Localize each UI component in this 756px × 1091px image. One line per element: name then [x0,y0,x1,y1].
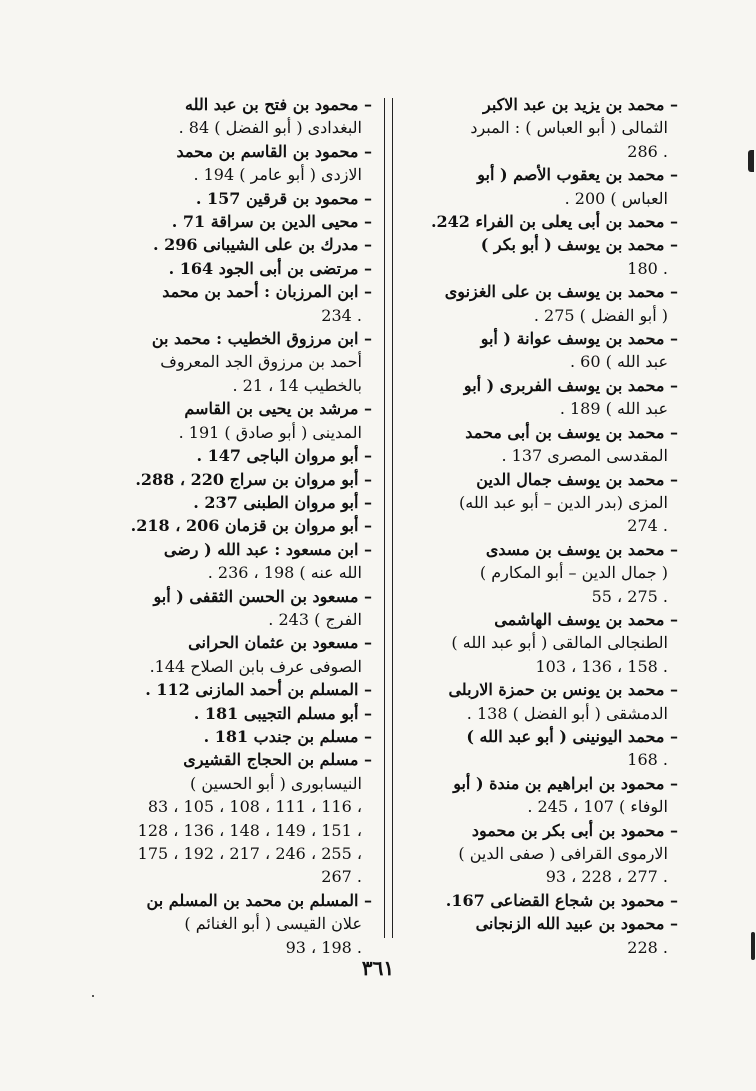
entry-heading-line: – أبو مروان بن سراج 220 ، 288. [135,469,372,489]
entry-continuation-line: . 198 ، 93 [285,937,362,957]
entry-heading-line: – المسلم بن أحمد المازنى 112 . [145,680,372,700]
entry-continuation-line: الوفاء ) 107 ، 245 . [527,797,668,817]
entry-continuation-line: المدينى ( أبو صادق ) 191 . [178,422,362,442]
index-entry [94,585,372,632]
index-entry [94,187,372,210]
entry-continuation-line: الثمالى ( أبو العباس ) : المبرد [470,118,668,138]
entry-continuation-line: ، 255 ، 246 ، 217 ، 192 ، 175 [137,844,362,863]
entry-continuation-line: . 234 [321,305,362,325]
entry-continuation-line: الفرج ) 243 . [268,609,362,629]
entry-heading-line: – أبو مسلم التجيبى 181 . [193,703,372,723]
entry-continuation-line: . 277 ، 228 ، 93 [545,867,668,887]
entry-continuation-line: عبد الله ) 189 . [559,399,668,419]
entry-heading-line: – مرتضى بن أبى الجود 164 . [168,258,372,278]
index-entry [398,538,678,608]
index-entry [94,257,372,280]
entry-heading-line: – محمود بن عبيد الله الزنجانى [475,914,678,934]
entry-heading-line: – ابن مرزوق الخطيب : محمد بن [151,329,372,349]
page-number: ٣٦١ [361,956,395,980]
entry-heading-line: – محيى الدين بن سراقة 71 . [171,212,372,232]
entry-continuation-line: عبد الله ) 60 . [570,352,668,372]
entry-continuation-line: . 228 [627,937,668,957]
index-entry [398,678,678,725]
entry-heading-line: – محمود بن شجاع القضاعى 167. [445,890,678,910]
entry-heading-line: – محمود بن ابراهيم بن مندة ( أبو [453,773,678,793]
entry-continuation-line: الارموى القرافى ( صفى الدين ) [458,844,668,863]
entry-continuation-line: أحمد بن مرزوق الجد المعروف [160,352,362,372]
entry-continuation-line: بالخطيب 14 ، 21 . [232,375,362,395]
entry-heading-line: – محمد بن يوسف جمال الدين [476,469,678,489]
index-column-left [94,93,372,959]
entry-heading-line: – أبو مروان الطبنى 237 . [193,492,372,512]
index-entry [94,889,372,959]
entry-continuation-line: . 158 ، 136 ، 103 [535,656,668,676]
index-entry [94,678,372,701]
entry-heading-line: – محمد بن يوسف بن مسدى [485,539,678,559]
index-entry [94,140,372,187]
index-entry [94,280,372,327]
column-divider [384,98,393,938]
entry-continuation-line: البغدادى ( أبو الفضل ) 84 . [178,118,362,138]
entry-heading-line: – محمود بن القاسم بن محمد [176,141,372,161]
entry-heading-line: – مسعود بن عثمان الحرانى [188,633,372,653]
entry-heading-line: – محمد بن يزيد بن عبد الاكبر [483,95,678,114]
entry-continuation-line: المزى (بدر الدين – أبو عبد الله) [459,492,668,512]
index-entry [94,538,372,585]
entry-heading-line: – محمد بن يوسف بن على الغزنوى [444,282,678,302]
entry-heading-line: – محمود بن أبى بكر بن محمود [471,820,678,840]
entry-heading-line: – محمود بن قرقين 157 . [195,188,372,208]
index-entry [94,748,372,888]
index-entry [94,444,372,467]
entry-continuation-line: الطنجالى المالقى ( أبو عبد الله ) [451,633,668,653]
index-entry [398,210,678,233]
entry-heading-line: – مرشد بن يحيى بن القاسم [184,399,372,419]
entry-continuation-line: ، 116 ، 111 ، 108 ، 105 ، 83 [147,797,362,817]
index-entry [94,725,372,748]
index-entry [94,702,372,725]
index-entry [94,468,372,491]
speck-mark [92,995,94,997]
entry-continuation-line: ( جمال الدين – أبو المكارم ) [479,563,668,583]
entry-continuation-line: . 168 [627,750,668,770]
index-entry [94,397,372,444]
index-entry [94,491,372,514]
entry-heading-line: – ابن مسعود : عبد الله ( رضى [163,539,372,559]
entry-heading-line: – محمد بن أبى يعلى بن الفراء 242. [430,212,678,232]
entry-heading-line: – محمد بن يوسف الفربرى ( أبو [463,375,678,395]
index-entry [398,819,678,889]
entry-heading-line: – محمد بن يوسف ( أبو بكر ) [480,235,678,255]
binding-mark-bottom [751,932,755,960]
entry-continuation-line: الازدى ( أبو عامر ) 194 . [193,165,362,185]
entry-heading-line: – محمد بن يوسف بن أبى محمد [465,422,678,442]
entry-heading-line: – محمد بن يوسف عوانة ( أبو [480,329,678,349]
index-entry [398,772,678,819]
entry-heading-line: – محمد بن يونس بن حمزة الاربلى [448,680,678,700]
index-entry [94,327,372,397]
index-column-right [398,93,678,959]
index-entry [398,93,678,163]
entry-continuation-line: . 267 [321,867,362,887]
entry-continuation-line: ( أبو الفضل ) 275 . [533,305,668,325]
entry-heading-line: – محمد بن يعقوب الأصم ( أبو [477,165,678,185]
index-entry [398,280,678,327]
entry-continuation-line: النيسابورى ( أبو الحسين ) [189,773,362,793]
entry-continuation-line: ، 151 ، 149 ، 148 ، 136 ، 128 [137,820,362,840]
entry-continuation-line: المقدسى المصرى 137 . [501,446,668,466]
index-entry [398,608,678,678]
index-entry [398,421,678,468]
entry-heading-line: – أبو مروان بن قزمان 206 ، 218. [130,516,372,536]
entry-heading-line: – محمود بن فتح بن عبد الله [185,95,372,114]
index-entry [398,889,678,912]
index-entry [398,725,678,772]
entry-heading-line: – أبو مروان الباجى 147 . [196,446,372,466]
entry-heading-line: – مدرك بن على الشيبانى 296 . [152,235,372,255]
index-entry [398,233,678,280]
index-entry [94,93,372,140]
entry-continuation-line: علان القيسى ( أبو الغنائم ) [184,914,362,934]
entry-heading-line: – ابن المرزبان : أحمد بن محمد [162,282,372,302]
entry-continuation-line: الصوفى عرف بابن الصلاح 144. [149,656,362,676]
entry-heading-line: – مسلم بن الحجاج القشيرى [183,750,372,770]
index-entry [94,210,372,233]
binding-mark-top [748,150,754,172]
entry-continuation-line: الله عنه ) 198 ، 236 . [207,563,362,583]
entry-continuation-line: . 286 [627,141,668,161]
index-entry [94,233,372,256]
entry-heading-line: – مسعود بن الحسن الثقفى ( أبو [153,586,372,606]
index-entry [94,631,372,678]
index-entry [398,163,678,210]
entry-continuation-line: . 274 [627,516,668,536]
index-entry [398,374,678,421]
index-entry [94,514,372,537]
entry-heading-line: – مسلم بن جندب 181 . [203,726,372,746]
index-entry [398,468,678,538]
entry-continuation-line: . 180 [627,258,668,278]
entry-continuation-line: . 275 ، 55 [591,586,668,606]
index-entry [398,912,678,959]
entry-continuation-line: الدمشقى ( أبو الفضل ) 138 . [466,703,668,723]
index-entry [398,327,678,374]
entry-heading-line: – محمد بن يوسف الهاشمى [494,609,678,629]
entry-continuation-line: العباس ) 200 . [564,188,668,208]
entry-heading-line: – المسلم بن محمد بن المسلم بن [146,890,372,910]
entry-heading-line: – محمد اليونينى ( أبو عبد الله ) [466,726,678,746]
